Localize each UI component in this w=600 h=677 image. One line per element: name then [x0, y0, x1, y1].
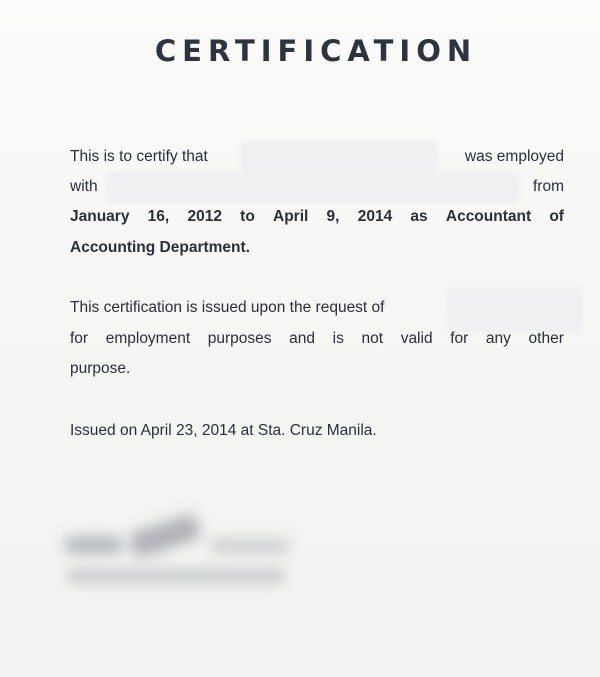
employment-period-word: April	[273, 208, 309, 225]
request-text: This certification is issued upon the request of	[70, 299, 385, 316]
redacted-company-name	[108, 174, 518, 201]
employment-period-word: to	[240, 208, 255, 225]
employed-text: was employed	[464, 148, 564, 165]
purpose-word: for	[70, 330, 89, 347]
purpose-word: valid	[400, 330, 433, 347]
from-text: from	[533, 178, 564, 195]
paragraph2-line2	[70, 328, 564, 350]
purpose-word: and	[289, 330, 316, 347]
issued-line: Issued on April 23, 2014 at Sta. Cruz Manila.	[70, 422, 377, 439]
employment-period-word: 2014	[357, 208, 393, 225]
document-title: CERTIFICATION	[154, 34, 478, 68]
purpose-word: employment	[105, 330, 191, 347]
employment-period-word: 16,	[147, 208, 170, 225]
employment-period-word: 9,	[326, 208, 340, 225]
employment-period-word: of	[549, 208, 564, 225]
paragraph2-line3: purpose.	[70, 360, 131, 377]
with-text: with	[70, 178, 98, 195]
purpose-word: other	[528, 330, 564, 347]
certify-text: This is to certify that	[70, 148, 208, 165]
redacted-requester-name	[449, 290, 579, 330]
employment-period-word: as	[410, 208, 428, 225]
purpose-word: not	[361, 330, 384, 347]
purpose-word: any	[485, 330, 511, 347]
employment-period-word: Accountant	[445, 208, 532, 225]
redacted-employee-name	[242, 143, 436, 169]
blurred-signature	[60, 515, 300, 605]
employment-period-word: January	[70, 208, 130, 225]
paragraph1-line4: Accounting Department.	[70, 239, 250, 256]
purpose-word: is	[332, 330, 344, 347]
purpose-word: purposes	[207, 330, 272, 347]
purpose-word: for	[450, 330, 469, 347]
employment-period-word: 2012	[187, 208, 222, 225]
paragraph1-line3	[70, 206, 564, 228]
